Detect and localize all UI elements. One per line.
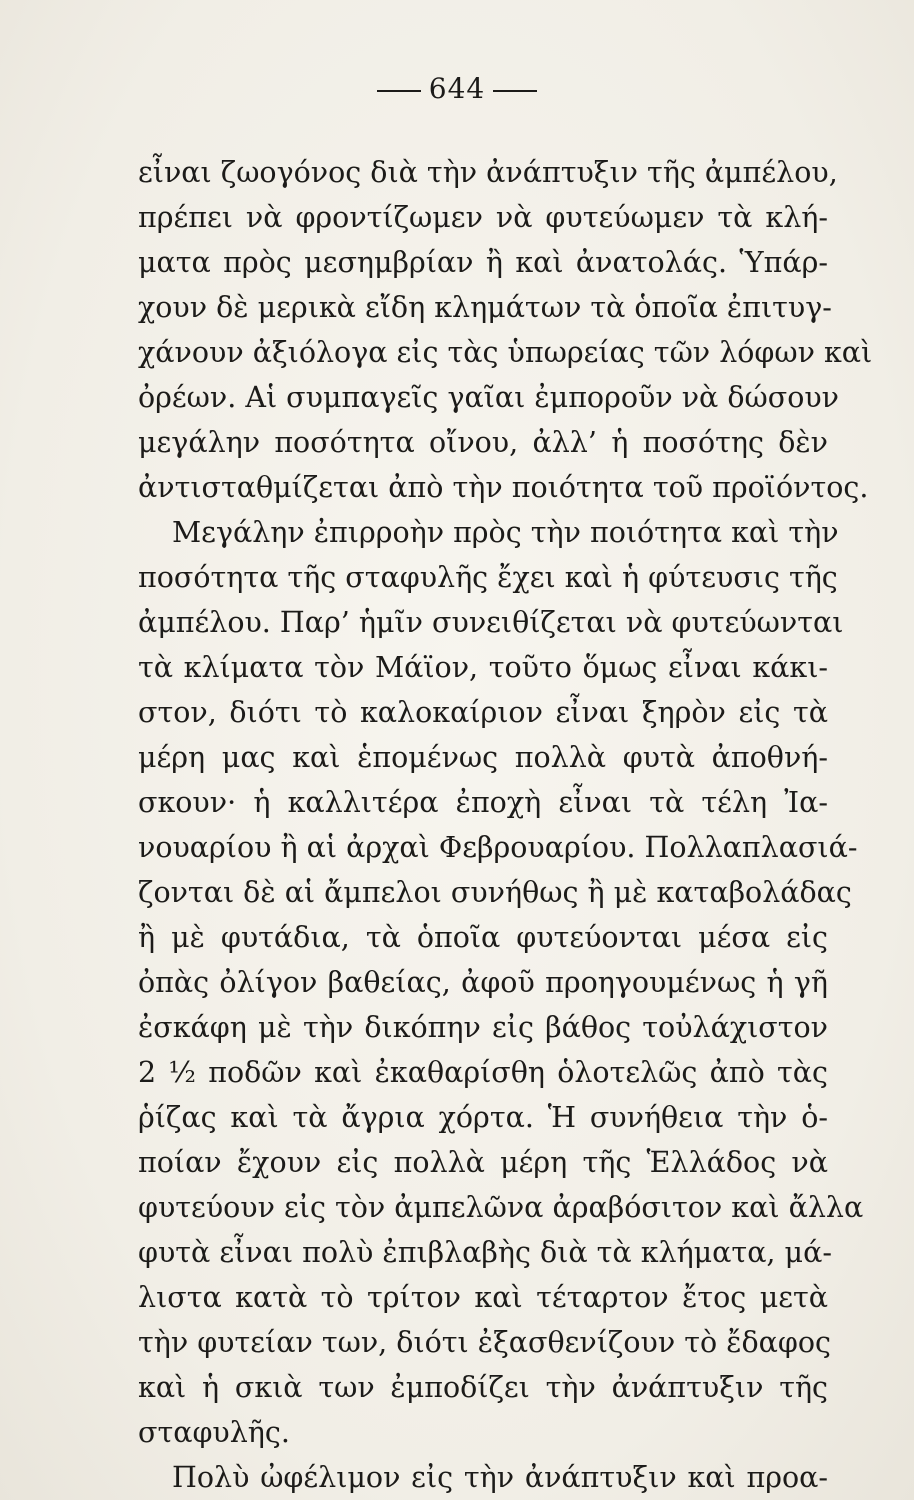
text-line: Πολὺ ὠφέλιμον εἰς τὴν ἀνάπτυξιν καὶ προα- <box>172 1461 828 1494</box>
header-right-dash <box>493 90 537 92</box>
text-line: νουαρίου ἢ αἱ ἀρχαὶ Φεβρουαρίου. Πολλαπλασιά- <box>138 831 858 864</box>
text-line: ὀρέων. Αἱ συμπαγεῖς γαῖαι ἐμποροῦν νὰ δώσουν <box>138 381 840 414</box>
text-line: στον, διότι τὸ καλοκαίριον εἶναι ξηρὸν εἰς τὰ <box>138 696 828 729</box>
text-line: σκουν· ἡ καλλιτέρα ἐποχὴ εἶναι τὰ τέλη Ἰα- <box>138 786 828 819</box>
text-line: εἶναι ζωογόνος διὰ τὴν ἀνάπτυξιν τῆς ἀμπέλου, <box>138 156 838 189</box>
text-line: πρέπει νὰ φροντίζωμεν νὰ φυτεύωμεν τὰ κλή- <box>138 201 828 234</box>
text-line: ῥίζας καὶ τὰ ἄγρια χόρτα. Ἡ συνήθεια τὴν ὁ- <box>138 1101 828 1134</box>
body-text <box>138 150 873 1500</box>
text-line: ζονται δὲ αἱ ἄμπελοι συνήθως ἢ μὲ καταβολάδας <box>138 876 852 909</box>
text-line: μεγάλην ποσότητα οἴνου, ἀλλ’ ἡ ποσότης δὲν <box>138 426 828 459</box>
text-line: ἀντισταθμίζεται ἀπὸ τὴν ποιότητα τοῦ προϊόντος. <box>138 471 869 504</box>
text-line: χουν δὲ μερικὰ εἴδη κλημάτων τὰ ὁποῖα ἐπιτυγ- <box>138 291 832 324</box>
text-line: σταφυλῆς. <box>138 1416 290 1449</box>
page-header <box>0 72 914 105</box>
text-line: μέρη μας καὶ ἑπομένως πολλὰ φυτὰ ἀποθνή- <box>138 741 828 774</box>
text-line: φυτεύουν εἰς τὸν ἀμπελῶνα ἀραβόσιτον καὶ ἄλλα <box>138 1191 864 1224</box>
text-line: χάνουν ἀξιόλογα εἰς τὰς ὑπωρείας τῶν λόφων καὶ <box>138 336 873 369</box>
text-line: Μεγάλην ἐπιρροὴν πρὸς τὴν ποιότητα καὶ τὴν <box>172 516 839 549</box>
text-line: ὀπὰς ὀλίγον βαθείας, ἀφοῦ προηγουμένως ἡ γῆ <box>138 966 828 999</box>
text-line: ποσότητα τῆς σταφυλῆς ἔχει καὶ ἡ φύτευσις τῆς <box>138 561 838 594</box>
text-line: φυτὰ εἶναι πολὺ ἐπιβλαβὴς διὰ τὰ κλήματα, μά- <box>138 1236 832 1269</box>
page-number: 644 <box>428 72 486 105</box>
text-line: τὴν φυτείαν των, διότι ἐξασθενίζουν τὸ ἔδαφος <box>138 1326 831 1359</box>
text-line: καὶ ἡ σκιὰ των ἐμποδίζει τὴν ἀνάπτυξιν τῆς <box>138 1371 828 1404</box>
text-line: ποίαν ἔχουν εἰς πολλὰ μέρη τῆς Ἑλλάδος νὰ <box>138 1146 828 1179</box>
text-line: ἐσκάφη μὲ τὴν δικόπην εἰς βάθος τοὐλάχιστον <box>138 1011 828 1044</box>
text-line: ματα πρὸς μεσημβρίαν ἢ καὶ ἀνατολάς. Ὑπάρ- <box>138 246 828 279</box>
text-line: λιστα κατὰ τὸ τρίτον καὶ τέταρτον ἔτος μετὰ <box>138 1281 828 1314</box>
text-line: ἢ μὲ φυτάδια, τὰ ὁποῖα φυτεύονται μέσα εἰς <box>138 921 828 954</box>
header-left-dash <box>377 90 421 92</box>
text-line: 2 ½ ποδῶν καὶ ἐκαθαρίσθη ὁλοτελῶς ἀπὸ τὰς <box>138 1056 828 1089</box>
text-line: ἀμπέλου. Παρ’ ἡμῖν συνειθίζεται νὰ φυτεύωνται <box>138 606 844 639</box>
text-line: τὰ κλίματα τὸν Μάϊον, τοῦτο ὅμως εἶναι κάκι- <box>138 651 828 684</box>
